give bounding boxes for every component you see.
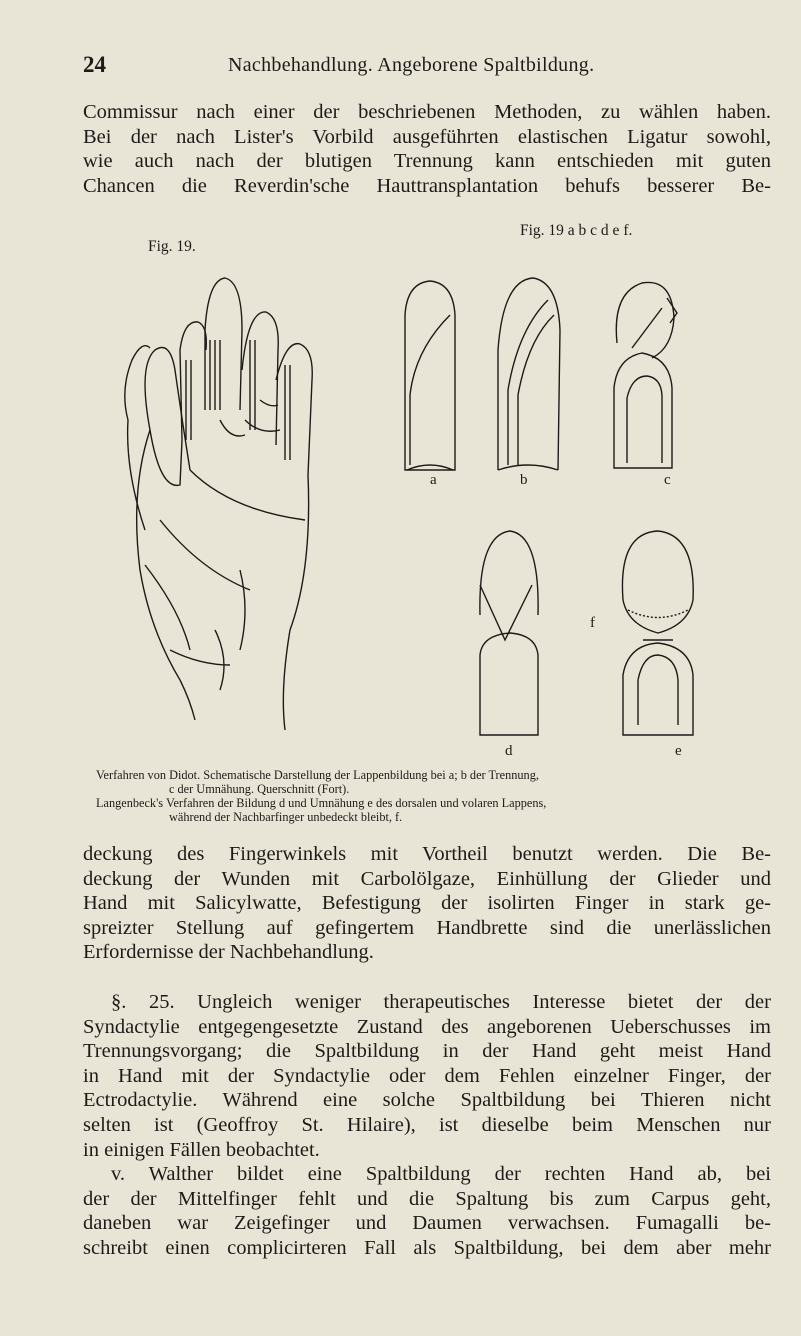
text-line: selten ist (Geoffroy St. Hilaire), ist dieselbe beim Menschen nur xyxy=(83,1113,771,1136)
schematic-c xyxy=(602,268,682,478)
text-line: v. Walther bildet eine Spaltbildung der rechten Hand ab, bei xyxy=(111,1163,771,1186)
text-line: deckung der Wunden mit Carbolölgaze, Einhüllung der Glieder und xyxy=(83,867,771,890)
text-line: Trennungsvorgang; die Spaltbildung in der Hand geht meist Hand xyxy=(83,1040,771,1063)
figure-letter-a: a xyxy=(430,472,437,488)
caption-line: Verfahren von Didot. Schematische Darstellung der Lappenbildung bei a; b der Trennung, xyxy=(96,768,539,782)
section-25 xyxy=(83,990,771,1261)
text-line: §. 25. Ungleich weniger therapeutisches Interesse bietet der der xyxy=(111,991,771,1013)
figure-caption xyxy=(96,768,776,824)
caption-line: c der Umnähung. Querschnitt (Fort). xyxy=(169,782,350,796)
text-line: Hand mit Salicylwatte, Befestigung der isolirten Finger in stark ge- xyxy=(83,892,771,915)
figure-letter-b: b xyxy=(520,472,528,488)
running-title: Nachbehandlung. Angeborene Spaltbildung. xyxy=(228,54,595,76)
page-number: 24 xyxy=(83,52,106,77)
text-line: in einigen Fällen beobachtet. xyxy=(83,1138,320,1161)
text-line: Bei der nach Lister's Vorbild ausgeführten elastischen Ligatur sowohl, xyxy=(83,125,771,148)
text-line: schreibt einen complicirteren Fall als Spaltbildung, bei dem aber mehr xyxy=(83,1236,771,1259)
hand-illustration xyxy=(120,270,370,740)
caption-line: während der Nachbarfinger unbedeckt bleibt, f. xyxy=(169,810,403,824)
text-line: deckung des Fingerwinkels mit Vortheil benutzt werden. Die Be- xyxy=(83,843,771,865)
text-line: Erfordernisse der Nachbehandlung. xyxy=(83,941,374,964)
figure-letter-e: e xyxy=(675,743,682,759)
figure-letter-d: d xyxy=(505,743,513,759)
figure-letter-c: c xyxy=(664,472,671,488)
schematic-d xyxy=(470,525,550,740)
figure-label-right: Fig. 19 a b c d e f. xyxy=(520,222,633,239)
schematic-b xyxy=(488,270,568,475)
text-line: daneben war Zeigefinger und Daumen verwachsen. Fumagalli be- xyxy=(83,1212,771,1235)
paragraph-mid xyxy=(83,842,771,965)
text-line: der der Mittelfinger fehlt und die Spaltung bis zum Carpus geht, xyxy=(83,1187,771,1210)
text-line: Commissur nach einer der beschriebenen Methoden, zu wählen haben. xyxy=(83,101,771,123)
text-line: in Hand mit der Syndactylie oder dem Fehlen einzelner Finger, der xyxy=(83,1064,771,1087)
text-line: spreizter Stellung auf gefingertem Handbrette sind die unerlässlichen xyxy=(83,916,771,939)
caption-line: Langenbeck's Verfahren der Bildung d und Umnähung e des dorsalen und volaren Lappens, xyxy=(96,796,547,810)
figure-letter-f: f xyxy=(590,615,595,631)
text-line: Syndactylie entgegengesetzte Zustand des angeborenen Ueberschusses im xyxy=(83,1015,771,1038)
text-line: Ectrodactylie. Während eine solche Spaltbildung bei Thieren nicht xyxy=(83,1089,771,1112)
text-line: wie auch nach der blutigen Trennung kann entschieden mit guten xyxy=(83,150,771,173)
text-line: Chancen die Reverdin'sche Hauttransplantation behufs besserer Be- xyxy=(83,174,771,197)
figure-label-left: Fig. 19. xyxy=(148,238,196,255)
paragraph-top xyxy=(83,100,771,198)
schematic-a xyxy=(395,275,465,475)
schematic-e xyxy=(598,525,713,740)
page-header xyxy=(83,52,783,86)
